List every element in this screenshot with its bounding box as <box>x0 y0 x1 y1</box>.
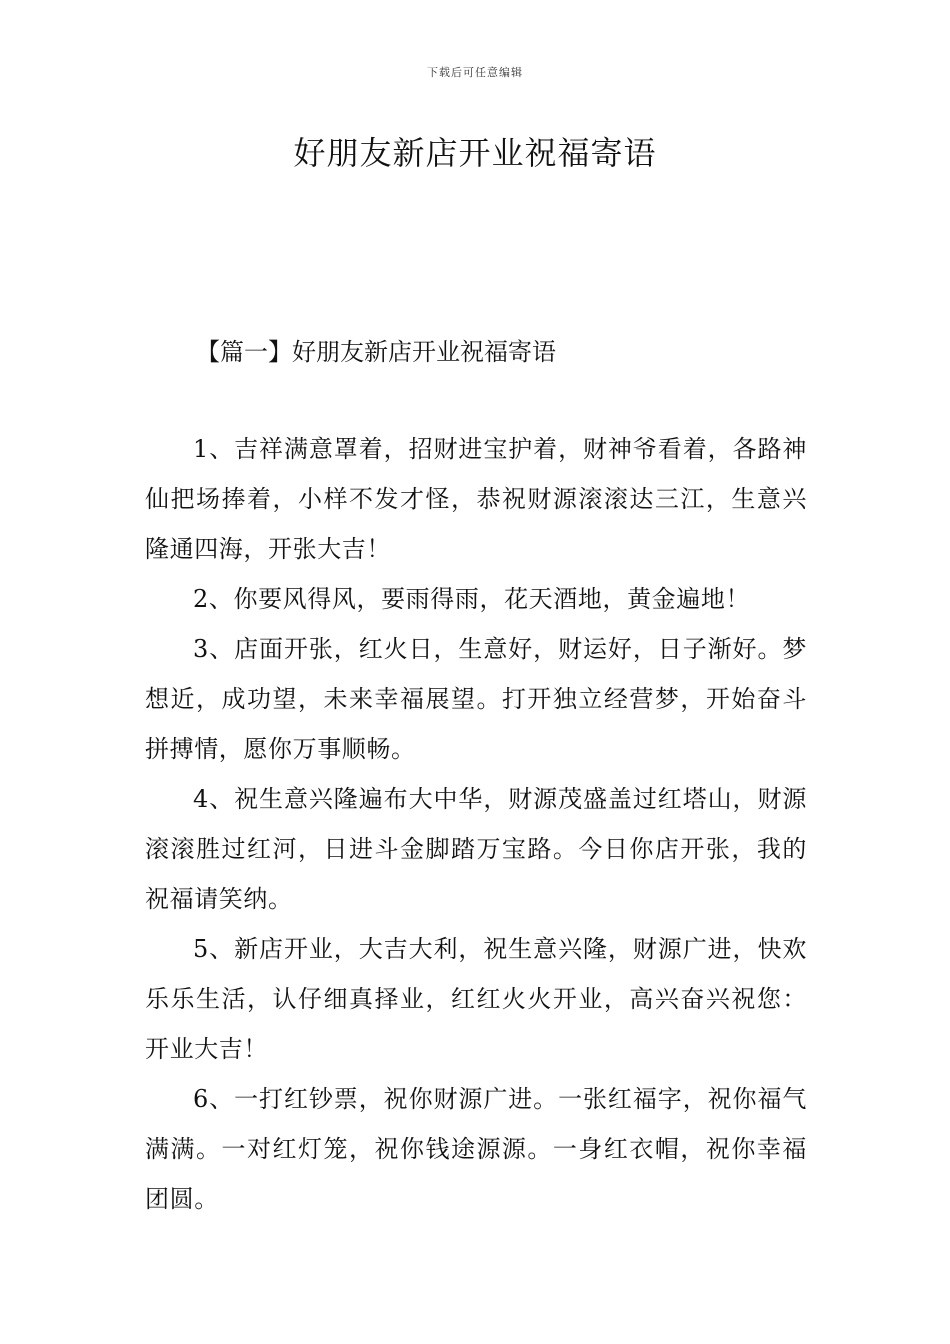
paragraph-1: 1、吉祥满意罩着，招财进宝护着，财神爷看着，各路神仙把场捧着，小样不发才怪，恭祝财源滚滚达三江，生意兴隆通四海，开张大吉！ <box>145 435 807 563</box>
paragraph-5: 5、新店开业，大吉大利，祝生意兴隆，财源广进，快欢乐乐生活，认仔细真择业，红红火火开业，高兴奋兴祝您：开业大吉！ <box>145 935 807 1063</box>
document-title: 好朋友新店开业祝福寄语 <box>293 134 657 172</box>
paragraph-6: 6、一打红钞票，祝你财源广进。一张红福字，祝你福气满满。一对红灯笼，祝你钱途源源。一身红衣帽，祝你幸福团圆。 <box>145 1085 807 1213</box>
paragraph-2: 2、你要风得风，要雨得雨，花天酒地，黄金遍地！ <box>193 585 751 613</box>
section-heading: 【篇一】好朋友新店开业祝福寄语 <box>196 338 556 366</box>
paragraph-3: 3、店面开张，红火日，生意好，财运好，日子渐好。梦想近，成功望，未来幸福展望。打开独立经营梦，开始奋斗拼搏情，愿你万事顺畅。 <box>145 635 807 763</box>
header-note: 下载后可任意编辑 <box>427 66 523 79</box>
paragraph-4: 4、祝生意兴隆遍布大中华，财源茂盛盖过红塔山，财源滚滚胜过红河，日进斗金脚踏万宝路。今日你店开张，我的祝福请笑纳。 <box>145 785 807 913</box>
body-text <box>145 424 807 1224</box>
